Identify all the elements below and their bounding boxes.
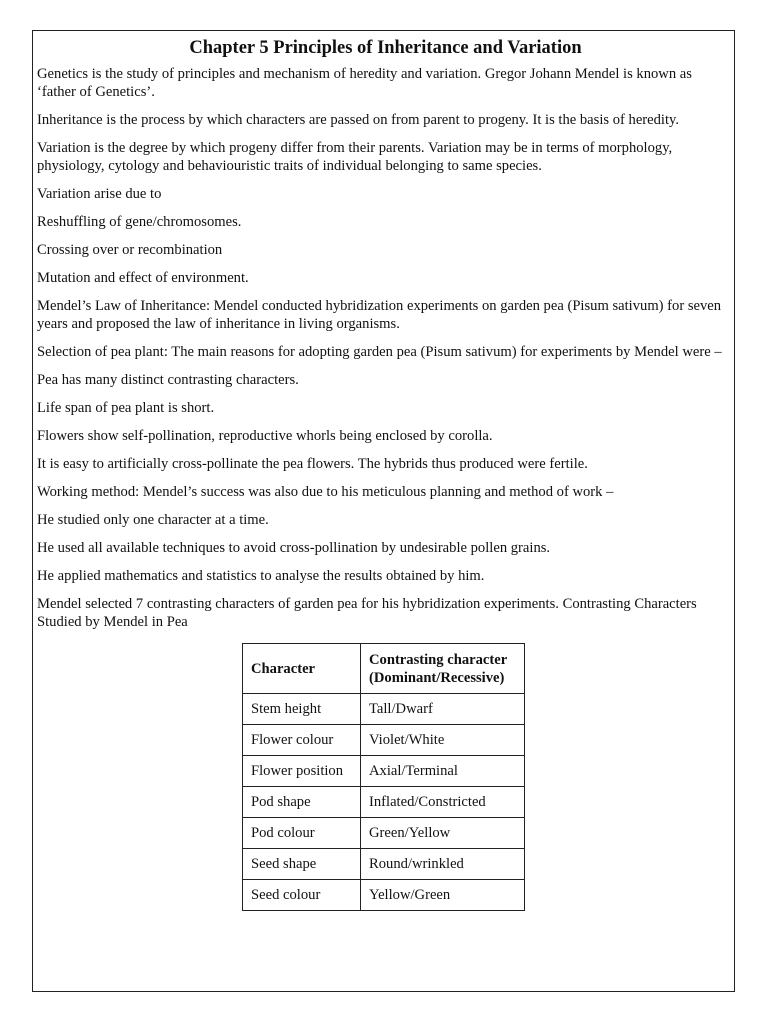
paragraph: Flowers show self-pollination, reproductive whorls being enclosed by corolla.	[37, 428, 493, 444]
cell-character: Flower position	[243, 756, 361, 787]
cell-character: Pod shape	[243, 787, 361, 818]
table-row	[243, 725, 525, 756]
table-row	[243, 880, 525, 911]
paragraph: Mendel’s Law of Inheritance: Mendel conducted hybridization experiments on garden pea (Pisum sativum) for seven years and proposed the law of inheritance in living organisms.	[37, 298, 722, 332]
table-header-row	[243, 644, 525, 694]
header-contrasting-character: Contrasting character (Dominant/Recessive)	[361, 644, 525, 694]
paragraph: Inheritance is the process by which characters are passed on from parent to progeny. It is the basis of heredity.	[37, 112, 680, 128]
cell-character: Seed colour	[243, 880, 361, 911]
paragraph: He studied only one character at a time.	[37, 512, 269, 528]
cell-contrast: Yellow/Green	[361, 880, 525, 911]
cell-character: Seed shape	[243, 849, 361, 880]
paragraph: Reshuffling of gene/chromosomes.	[37, 214, 242, 230]
paragraph: Pea has many distinct contrasting characters.	[37, 372, 299, 388]
table-row	[243, 694, 525, 725]
paragraph: Selection of pea plant: The main reasons for adopting garden pea (Pisum sativum) for experiments by Mendel were –	[37, 344, 722, 360]
paragraph: Working method: Mendel’s success was also due to his meticulous planning and method of work –	[37, 484, 614, 500]
paragraph: Mendel selected 7 contrasting characters of garden pea for his hybridization experiments. Contrasting Characters Studied by Mendel in Pea	[37, 596, 697, 630]
document-page	[32, 30, 735, 992]
paragraph: Genetics is the study of principles and mechanism of heredity and variation. Gregor Johann Mendel is known as ‘father of Genetics’.	[37, 66, 692, 100]
table-row	[243, 849, 525, 880]
paragraph: Variation arise due to	[37, 186, 162, 202]
header-character: Character	[243, 644, 361, 694]
paragraph: Variation is the degree by which progeny differ from their parents. Variation may be in terms of morphology, physiology, cytology and behaviouristic traits of individual belonging to same species.	[37, 140, 673, 174]
cell-contrast: Green/Yellow	[361, 818, 525, 849]
chapter-title: Chapter 5 Principles of Inheritance and Variation	[189, 38, 582, 58]
paragraph: Crossing over or recombination	[37, 242, 223, 258]
cell-contrast: Axial/Terminal	[361, 756, 525, 787]
paragraph: Mutation and effect of environment.	[37, 270, 249, 286]
paragraph: He applied mathematics and statistics to analyse the results obtained by him.	[37, 568, 485, 584]
paragraph: He used all available techniques to avoid cross-pollination by undesirable pollen grains.	[37, 540, 551, 556]
cell-contrast: Violet/White	[361, 725, 525, 756]
paragraph: It is easy to artificially cross-pollinate the pea flowers. The hybrids thus produced were fertile.	[37, 456, 588, 472]
table-row	[243, 756, 525, 787]
cell-contrast: Round/wrinkled	[361, 849, 525, 880]
contrasting-characters-table	[242, 643, 525, 911]
cell-contrast: Tall/Dwarf	[361, 694, 525, 725]
cell-character: Flower colour	[243, 725, 361, 756]
table-row	[243, 787, 525, 818]
cell-character: Stem height	[243, 694, 361, 725]
table-row	[243, 818, 525, 849]
cell-contrast: Inflated/Constricted	[361, 787, 525, 818]
cell-character: Pod colour	[243, 818, 361, 849]
paragraph: Life span of pea plant is short.	[37, 400, 215, 416]
